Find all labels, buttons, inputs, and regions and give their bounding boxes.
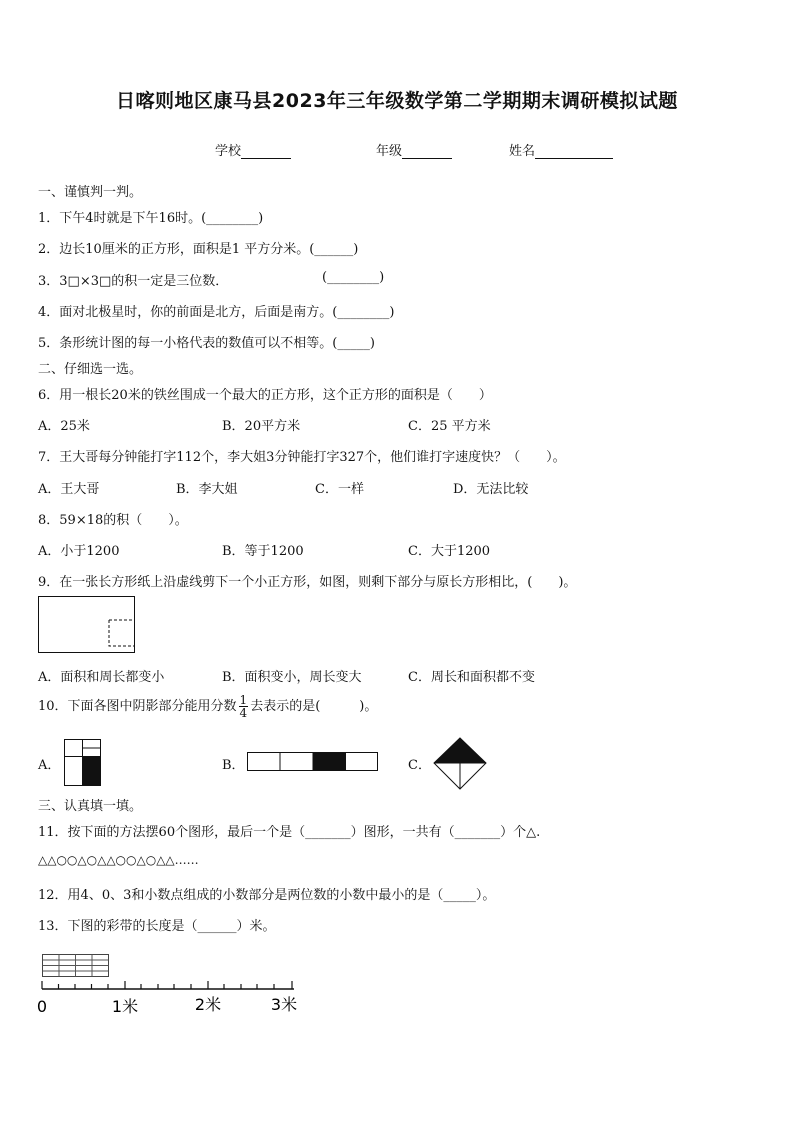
- question-5: 5．条形统计图的每一小格代表的数值可以不相等。(_____): [38, 336, 375, 351]
- ruler-label-1m: 1米: [111, 997, 139, 1016]
- ruler-label-2m: 2米: [194, 995, 222, 1014]
- question-13: 13．下图的彩带的长度是（______）米。: [38, 919, 276, 934]
- question-3-blank: (________): [322, 270, 385, 285]
- question-2: 2．边长10厘米的正方形，面积是1 平方分米。(______): [38, 242, 359, 257]
- q10-figure-a-grid: [64, 739, 102, 787]
- fraction-one-quarter: [239, 694, 249, 719]
- grade-field: [376, 140, 452, 159]
- q10-option-c: C．: [408, 758, 431, 773]
- ruler-label-0: 0: [36, 997, 48, 1016]
- fraction-numerator: 1: [239, 693, 248, 707]
- q9-option-a: A．面积和周长都变小: [38, 670, 165, 685]
- q7-option-d: D．无法比较: [453, 482, 529, 497]
- q6-option-c: C．25 平方米: [408, 419, 491, 434]
- name-blank[interactable]: [535, 144, 613, 159]
- q9-option-c: C．周长和面积都不变: [408, 670, 535, 685]
- school-field: [215, 140, 291, 159]
- q10-figure-c-diamond: [433, 737, 487, 791]
- q13-ribbon-ruler-figure: [36, 948, 306, 1018]
- q11-shape-pattern: △△○○△○△△○○△○△△……: [38, 853, 199, 867]
- q6-option-a: A．25米: [38, 419, 90, 434]
- question-1: 1．下午4时就是下午16时。(________): [38, 211, 264, 226]
- section-1-heading: 一、谨慎判一判。: [38, 185, 143, 200]
- school-label: 学校: [215, 144, 242, 159]
- q7-option-a: A．王大哥: [38, 482, 100, 497]
- q10-text-post: 去表示的是( )。: [250, 699, 378, 714]
- grade-blank[interactable]: [402, 144, 452, 159]
- grade-label: 年级: [376, 144, 403, 159]
- question-11: 11．按下面的方法摆60个图形，最后一个是（_______）图形，一共有（_______）个△.: [38, 825, 541, 840]
- ruler-label-3m: 3米: [270, 995, 298, 1014]
- ruler-ticks: [42, 981, 292, 989]
- q9-option-b: B．面积变小，周长变大: [222, 670, 362, 685]
- question-12: 12．用4、0、3和小数点组成的小数部分是两位数的小数中最小的是（_____）。: [38, 888, 496, 903]
- name-label: 姓名: [509, 144, 536, 159]
- q10-option-b: B．: [222, 758, 245, 773]
- question-9: 9．在一张长方形纸上沿虚线剪下一个小正方形，如图，则剩下部分与原长方形相比，( )。: [38, 575, 577, 590]
- q10-option-a: A．: [38, 758, 61, 773]
- q10-text-pre: 10．下面各图中阴影部分能用分数: [38, 699, 237, 714]
- ribbon-grid: [43, 955, 109, 977]
- question-7: 7．王大哥每分钟能打字112个，李大姐3分钟能打字327个，他们谁打字速度快？（ ）。: [38, 450, 566, 465]
- school-blank[interactable]: [241, 144, 291, 159]
- question-4: 4．面对北极星时，你的前面是北方，后面是南方。(________): [38, 305, 395, 320]
- q9-rectangle-figure: [38, 596, 136, 654]
- page-title: 日喀则地区康马县2023年三年级数学第二学期期末调研模拟试题: [116, 90, 678, 112]
- q8-option-b: B．等于1200: [222, 544, 304, 559]
- q6-option-b: B．20平方米: [222, 419, 301, 434]
- question-6: 6．用一根长20米的铁丝围成一个最大的正方形，这个正方形的面积是（ ）: [38, 388, 492, 403]
- question-10: [38, 694, 377, 719]
- q7-option-b: B．李大姐: [176, 482, 238, 497]
- q8-option-a: A．小于1200: [38, 544, 120, 559]
- section-3-heading: 三、认真填一填。: [38, 799, 143, 814]
- q8-option-c: C．大于1200: [408, 544, 491, 559]
- section-2-heading: 二、仔细选一选。: [38, 362, 143, 377]
- fraction-denominator: 4: [239, 706, 248, 720]
- question-3: 3．3□×3□的积一定是三位数．: [38, 274, 229, 289]
- q7-option-c: C．一样: [315, 482, 364, 497]
- question-8: 8．59×18的积（ ）。: [38, 513, 188, 528]
- name-field: [509, 140, 613, 159]
- q10-figure-b-strip: [247, 752, 379, 772]
